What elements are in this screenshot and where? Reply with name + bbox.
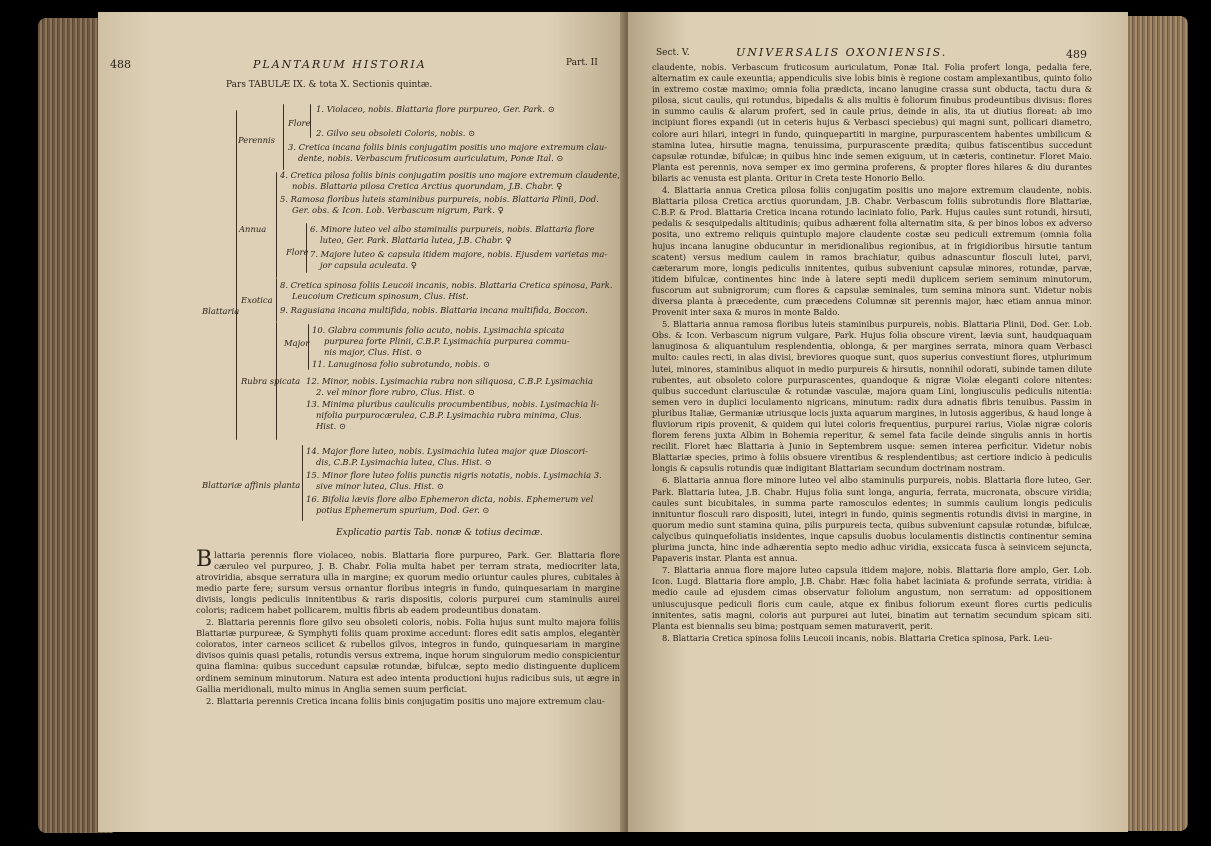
explicatio-heading: Explicatio partis Tab. nonæ & totius decimæ. bbox=[336, 528, 543, 538]
page-number-right: 489 bbox=[1066, 48, 1087, 61]
affinis-brace bbox=[302, 445, 303, 521]
left-body-text bbox=[196, 547, 620, 708]
table-item-16a: 16. Bifolia lævis flore albo Ephemeron dicta, nobis. Ephemerum vel bbox=[306, 494, 594, 504]
running-title-left: PLANTARUM HISTORIA bbox=[253, 58, 427, 71]
paragraph-1-text: lattaria perennis flore violaceo, nobis. Blattaria flore purpureo, Park. Ger. Blattaria flore cæruleo vel purpureo, J. B. Chabr. Folia multa habet per terram strata, mediocriter lata, atroviridia, absque serratura ulla in margine; ex quorum medio oriuntur caules plures, cubitales à medio parte fere; sursum versus ornantur floribus integris in fundo, quinquesariam in margine divisis, longis pediculis innitentibus & raris dispositis, coloris purpurei cum staminulis aurei coloris; radicem habet pollicarem, multis fibris ab eadem prodeuntibus donatam. bbox=[196, 550, 620, 616]
label-major: Major bbox=[284, 338, 310, 348]
right-paragraph-6: 8. Blattaria Cretica spinosa foliis Leucoii incanis, nobis. Blattaria Cretica spinosa, Park. Leu- bbox=[662, 632, 1053, 643]
label-flore: Flore bbox=[288, 118, 311, 128]
table-item-1: 1. Violaceo, nobis. Blattaria flore purpureo, Ger. Park. ⊙ bbox=[316, 104, 555, 114]
label-flore-2: Flore bbox=[286, 247, 309, 257]
table-item-15b: sive minor lutea, Clus. Hist. ⊙ bbox=[316, 481, 444, 491]
right-paragraph-2: 4. Blattaria annua Cretica pilosa foliis conjugatim positis uno majore extremum claudente, nobis. Blattaria pilosa Cretica arctius quorundam, J.B. Chabr. Verbascum foliis subrotundis flore Blattariæ, C.B.P. & Prod. Blattaria Cretica incana rotundo laciniato folio, Park. Hujus caules sunt rotundi, hirsuti, pedalis & sesquipedalis altitudinis; quibus adhærent folia alternatim sita, & per binos lobos ex adverso posita, uno extremo reliquis quintuplo majore claudente costæ seu pediculi extremum (omnia folia hujus incana lanugine obducuntur in meridionalibus regionibus, at in frigidioribus hirsutie tantum scatent) versus medium caulem in ramos brachiatur, quibus adnascuntur flosculi lutei, parvi, cæterarum more, longis pediculis innitentes, quibus subveniunt capsulæ minores, rotundæ, parvæ, itidem bifulcæ, continentes hinc inde à latere septi medii duplicem seriem seminum minutorum, fuscorum aut subnigrorum; cum flores & capsulæ seminales, tum semina minora sunt. Videtur nobis diversa planta à præcedente, cum præcedens Columnæ sit perennis major, hæc etiam annua minor. Provenit inter saxa & muros in monte Baldo. bbox=[652, 185, 1092, 318]
right-paragraph-5: 7. Blattaria annua flore majore luteo capsula itidem majore, nobis. Blattaria flore amplo, Ger. Lob. Icon. Lugd. Blattaria flore amplo, J.B. Chabr. Hæc folia habet laciniata & profunde serrata, viridia: à medio caule ad ejusdem cimas observatur foliolum angustum, non serratum: ad oppositionem uniuscujusque pediculi floris cum caule, atque ex finibus foliorum exeunt flores curtis pediculis innitentes, satis magni, coloris aut purpurei aut lutei, binatim aut ternatim secundum spicam siti. Planta est biennalis seu bima; postquam semen maturaverit, perit. bbox=[652, 565, 1092, 631]
label-annua: Annua bbox=[239, 224, 267, 234]
table-item-7b: jor capsula aculeata. ♀ bbox=[320, 260, 417, 270]
paragraph-1 bbox=[196, 547, 620, 616]
right-page-edges bbox=[1118, 16, 1188, 831]
table-item-14b: dis, C.B.P. Lysimachia lutea, Clus. Hist. ⊙ bbox=[316, 457, 492, 467]
right-paragraph-4: 6. Blattaria annua flore minore luteo vel albo staminulis purpureis, nobis. Blattaria flore luteo, Ger. Park. Blattaria lutea, J.B. Chabr. Hujus folia sunt longa, anguria, ferrata, mucronata, obscure viridia; caules sunt bicubitales, in summa parte ramosculos edentes; in summis caulium longis pediculis innituntur flosculi raro dispositi, lutei, integri in fundo, quinis segmentis rotundis divisi in margine, in quorum medio sunt stamina quina, pilis purpureis tecta, quibus subveniunt capsulæ rotundæ, bifulcæ, calycibus quinquefoliatis insidentes, inque capsulis duobus loculamentis distinctis continentur semina plurima juncta, hinc inde adhærentia septo medio adhuc viridia, exsiccata fusca à seinvicem sejuncta, Papaveris instar. Planta est annua. bbox=[652, 475, 1092, 564]
table-item-3a: 3. Cretica incana foliis binis conjugatim positis uno majore extremum clau- bbox=[288, 142, 608, 152]
table-item-3b: dente, nobis. Verbascum fruticosum auriculatum, Ponæ Ital. ⊙ bbox=[298, 153, 564, 163]
label-blattaria: Blattaria bbox=[202, 306, 240, 316]
drop-cap: B bbox=[196, 547, 213, 572]
table-item-10a: 10. Glabra communis folio acuto, nobis. Lysimachia spicata bbox=[312, 325, 565, 335]
table-item-4b: nobis. Blattaria pilosa Cretica Arctius quorundam, J.B. Chabr. ♀ bbox=[292, 181, 563, 191]
table-item-6b: luteo, Ger. Park. Blattaria lutea, J.B. Chabr. ♀ bbox=[320, 235, 512, 245]
exotica-brace bbox=[276, 278, 277, 322]
right-page bbox=[628, 12, 1128, 832]
right-body-text bbox=[652, 62, 1092, 645]
table-item-11: 11. Lanuginosa folio subrotundo, nobis. ⊙ bbox=[312, 359, 491, 369]
perennis-brace bbox=[283, 104, 284, 170]
table-item-10b: purpurea forte Plinii, C.B.P. Lysimachia purpurea commu- bbox=[324, 336, 570, 346]
table-item-5b: Ger. obs. & Icon. Lob. Verbascum nigrum, Park. ♀ bbox=[292, 205, 504, 215]
main-brace bbox=[236, 110, 237, 440]
table-item-13c: Hist. ⊙ bbox=[316, 421, 346, 431]
table-item-10c: nis major, Clus. Hist. ⊙ bbox=[324, 347, 423, 357]
table-item-14a: 14. Major flore luteo, nobis. Lysimachia lutea major quæ Dioscori- bbox=[306, 446, 588, 456]
table-item-13b: nifolia purpurocærulea, C.B.P. Lysimachia rubra minima, Clus. bbox=[316, 410, 582, 420]
table-item-12a: 12. Minor, nobis. Lysimachia rubra non siliquosa, C.B.P. Lysimachia bbox=[306, 376, 593, 386]
table-item-2: 2. Gilvo seu obsoleti Coloris, nobis. ⊙ bbox=[316, 128, 476, 138]
table-item-16b: potius Ephemerum spurium, Dod. Ger. ⊙ bbox=[316, 505, 490, 515]
table-item-9: 9. Ragusiana incana multifida, nobis. Blattaria incana multifida, Boccon. bbox=[280, 305, 588, 315]
open-book bbox=[38, 8, 1188, 838]
table-heading: Pars TABULÆ IX. & tota X. Sectionis quintæ. bbox=[226, 80, 433, 90]
label-rubra-spicata: Rubra spicata bbox=[241, 376, 301, 386]
table-item-7a: 7. Majore luteo & capsula itidem majore, nobis. Ejusdem varietas ma- bbox=[310, 249, 608, 259]
annua-brace bbox=[276, 172, 277, 278]
label-affinis: Blattariæ affinis planta bbox=[202, 480, 301, 490]
paragraph-3: 2. Blattaria perennis Cretica incana foliis binis conjugatim positis uno majore extremum clau- bbox=[206, 695, 605, 706]
label-exotica: Exotica bbox=[241, 295, 273, 305]
running-title-right: UNIVERSALIS OXONIENSIS. bbox=[736, 46, 948, 59]
table-item-12b: 2. vel minor flore rubro, Clus. Hist. ⊙ bbox=[316, 387, 475, 397]
section-label: Sect. V. bbox=[656, 48, 690, 58]
table-item-8a: 8. Cretica spinosa foliis Leucoii incanis, nobis. Blattaria Cretica spinosa, Park. bbox=[280, 280, 613, 290]
page-number-left: 488 bbox=[110, 58, 131, 71]
paragraph-2: 2. Blattaria perennis flore gilvo seu obsoleti coloris, nobis. Folia hujus sunt multo majora foliis Blattariæ purpureæ, & Symphyti foliis quam proxime accedunt: flores edit satis amplos, elegantèr coloratos, inter carneos scilicet & rubellos gilvos, integros in fundo, quinquesariam in margine divisos quinis quasi petalis, rotundis versus extrema, inque horum singulorum medio conspicientur quina flamina: quibus succedunt capsulæ rotundæ, bifulcæ, septo medio distinguente duplicem ordinem seminum minutorum. Natura est adeo intenta productioni hujus radicibus suis, ut ægre in Gallia meridionali, multo minus in Anglia semen suum perficiat. bbox=[196, 617, 620, 694]
label-perennis: Perennis bbox=[238, 135, 275, 145]
table-item-13a: 13. Minima pluribus cauliculis procumbentibus, nobis. Lysimachia li- bbox=[306, 399, 599, 409]
right-paragraph-1: claudente, nobis. Verbascum fruticosum auriculatum, Ponæ Ital. Folia profert longa, pedalia fere, alternatim ex caule exeuntia; appendiculis sive lobis binis è regione costam amplexantibus, quinto folio in extremo costæ maximo; omnia folia prædicta, incano lanugine crassa sunt obducta, tactu dura & pilosa, sicut caulis, qui rotundus, bipedalis & alis multis è foliorum finubus prodeuntibus divisus: flores in summo caulis & alarum profert, sed in caule prius, deinde in alis, ita ut diutius floreat: ab imo incipiunt flores expandi (ut in ceteris hujus & Verbasci speciebus) qui magni sunt, pollicari diametro, colore auri hilari, integri in fundo, quinquepartiti in margine, purpurascentem habentes umbilicum & stamina lutea, hirsutie magna, tenuissima, purpurascente prædita; quibus fatiscentibus succedunt capsulæ rotundæ, bifulcæ; in quibus hinc inde semen exiguum, ut in cæteris, continetur. Floret Maio. Planta est perennis, nova semper ex imo germina proferens, & propter flores hilares & diu durantes bilaris ac venusta est planta. Oritur in Creta teste Honorio Bello. bbox=[652, 62, 1092, 183]
table-item-8b: Leucoium Creticum spinosum, Clus. Hist. bbox=[292, 291, 469, 301]
left-page bbox=[98, 12, 628, 832]
table-item-4a: 4. Cretica pilosa foliis binis conjugatim positis uno majore extremum claudente, bbox=[280, 170, 620, 180]
table-item-15a: 15. Minor flore luteo foliis punctis nigris notatis, nobis. Lysimachia 3. bbox=[306, 470, 602, 480]
table-item-6a: 6. Minore luteo vel albo staminulis purpureis, nobis. Blattaria flore bbox=[310, 224, 595, 234]
part-label: Part. II bbox=[566, 58, 598, 68]
right-paragraph-3: 5. Blattaria annua ramosa floribus luteis staminibus purpureis, nobis. Blattaria Plinii, Dod. Ger. Lob. Obs. & Icon. Verbascum nigrum vulgare, Park. Hujus folia obscure virent, lævia sunt, haudquaquam lanuginosa & aliquantulum resplendentia, oblonga, & per margines serrata, minora quam Verbasci multo: caules recti, in alas divisi, breviores quoque sunt, quos superius convestiunt flores, utplurimum lutei, minores, staminibus aliquot in medio purpureis & hirsutis, nonnihil odorati, subinde tamen dilute rubentes, aut obsoleto colore purpurascentes, quandoque & nigræ Violæ eleganti colore nitentes: quibus succedunt clariusculæ & rotundæ vasculæ, majora quam Lini, longiusculis pediculis nitentia: semen vero in duplici loculamento nigricans, minutum: radix dura adnatis fibris tenuibus. Passim in pluribus Italiæ, Germaniæ utriusque locis juxta aquarum margines, in lutosis aggeribus, & haud longe à fluviorum ripis provenit, & quidem qui lutei coloris frequentius, purpurei rarius, Violæ nigræ coloris florem ferens juxta Albim in Bohemia reperitur, & semel fata facile deinde singulis annis in hortis recilit. Floret hæc Blattaria à Junio in Septembrem usque: semen interea perficitur. Videtur nobis Blattariæ species, primo à foliis obsuere virentibus & resplendentibus; ast certiore indicio à pediculis longis & capsulis rotundis quæ indigitant Blattariam secundum doctrinam nostram. bbox=[652, 319, 1092, 474]
table-item-5a: 5. Ramosa floribus luteis staminibus purpureis, nobis. Blattaria Plinii, Dod. bbox=[280, 194, 599, 204]
